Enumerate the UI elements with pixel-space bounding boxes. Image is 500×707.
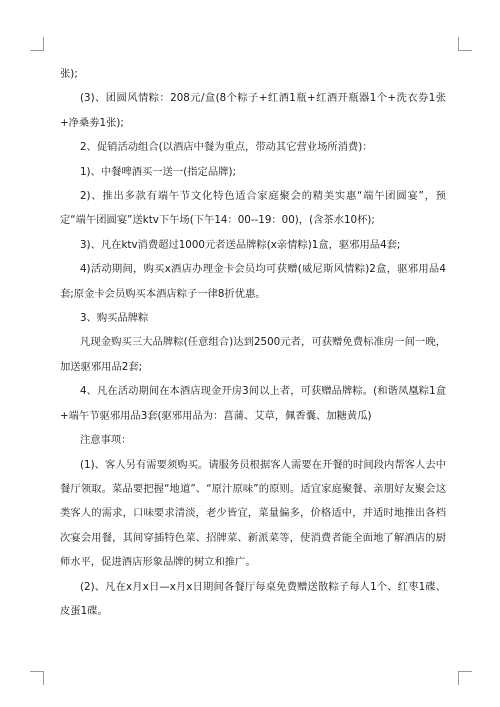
document-body [60, 62, 446, 623]
crop-mark-bottom-right [458, 671, 472, 685]
paragraph: 张); [60, 68, 78, 80]
crop-mark-bottom-left [30, 671, 44, 685]
paragraph: 2)、推出多款有端午节文化特色适合家庭聚会的精美实惠“端午团圆宴”，预定“端午团圆宴”送ktv下午场(下午14：00--19：00)，(含茶水10杯); [60, 190, 446, 227]
paragraph: (2)、凡在x月x日—x月x日期间各餐厅每桌免费赠送散粽子每人1个、红枣1碟、皮蛋1碟。 [60, 580, 446, 617]
crop-mark-top-right [458, 37, 472, 51]
paragraph: 2、促销活动组合(以酒店中餐为重点，带动其它营业场所消费)： [80, 141, 373, 154]
paragraph: (1)、客人另有需要须购买。请服务员根据客人需要在开餐的时间段内帮客人去中餐厅领取。菜品要把握“地道”、“原汁原味”的原则。适宜家庭聚餐、亲朋好友聚会这类客人的需求，口味要求清淡，老少皆宜，菜量偏多，价格适中，并适时地推出各档次宴会用餐，其间穿插特色菜、招牌菜、新派菜等，使消费者能全面地了解酒店的厨师水平，促进酒店形象品牌的树立和推广。 [60, 458, 446, 569]
paragraph: 3、购买品牌粽 [80, 312, 149, 325]
crop-mark-top-left [30, 37, 44, 51]
paragraph: 凡现金购买三大品牌粽(任意组合)达到2500元者，可获赠免费标准房一间一晚，加送驱邪用品2套; [60, 336, 446, 373]
paragraph: 1)、中餐啤酒买一送一(指定品牌); [80, 165, 236, 178]
paragraph: 4)活动期间，购买x酒店办理金卡会员均可获赠(威尼斯风情粽)2盒，驱邪用品4套;原金卡会员购买本酒店粽子一律8折优惠。 [60, 263, 446, 300]
paragraph: (3)、团圆风情粽：208元/盒(8个粽子+红酒1瓶+红酒开瓶器1个+洗衣券1张+净桑劵1张); [60, 92, 446, 129]
paragraph: 3)、凡在ktv消费超过1000元者送品牌粽(x亲情粽)1盒，驱邪用品4套; [80, 238, 401, 251]
paragraph: 注意事项： [80, 434, 132, 447]
paragraph: 4、凡在活动期间在本酒店现金开房3间以上者，可获赠品牌粽。(和谐凤凰粽1盒+端午节驱邪用品3套(驱邪用品为：菖蒲、艾草，佩香囊、加糖黄瓜) [60, 385, 446, 422]
